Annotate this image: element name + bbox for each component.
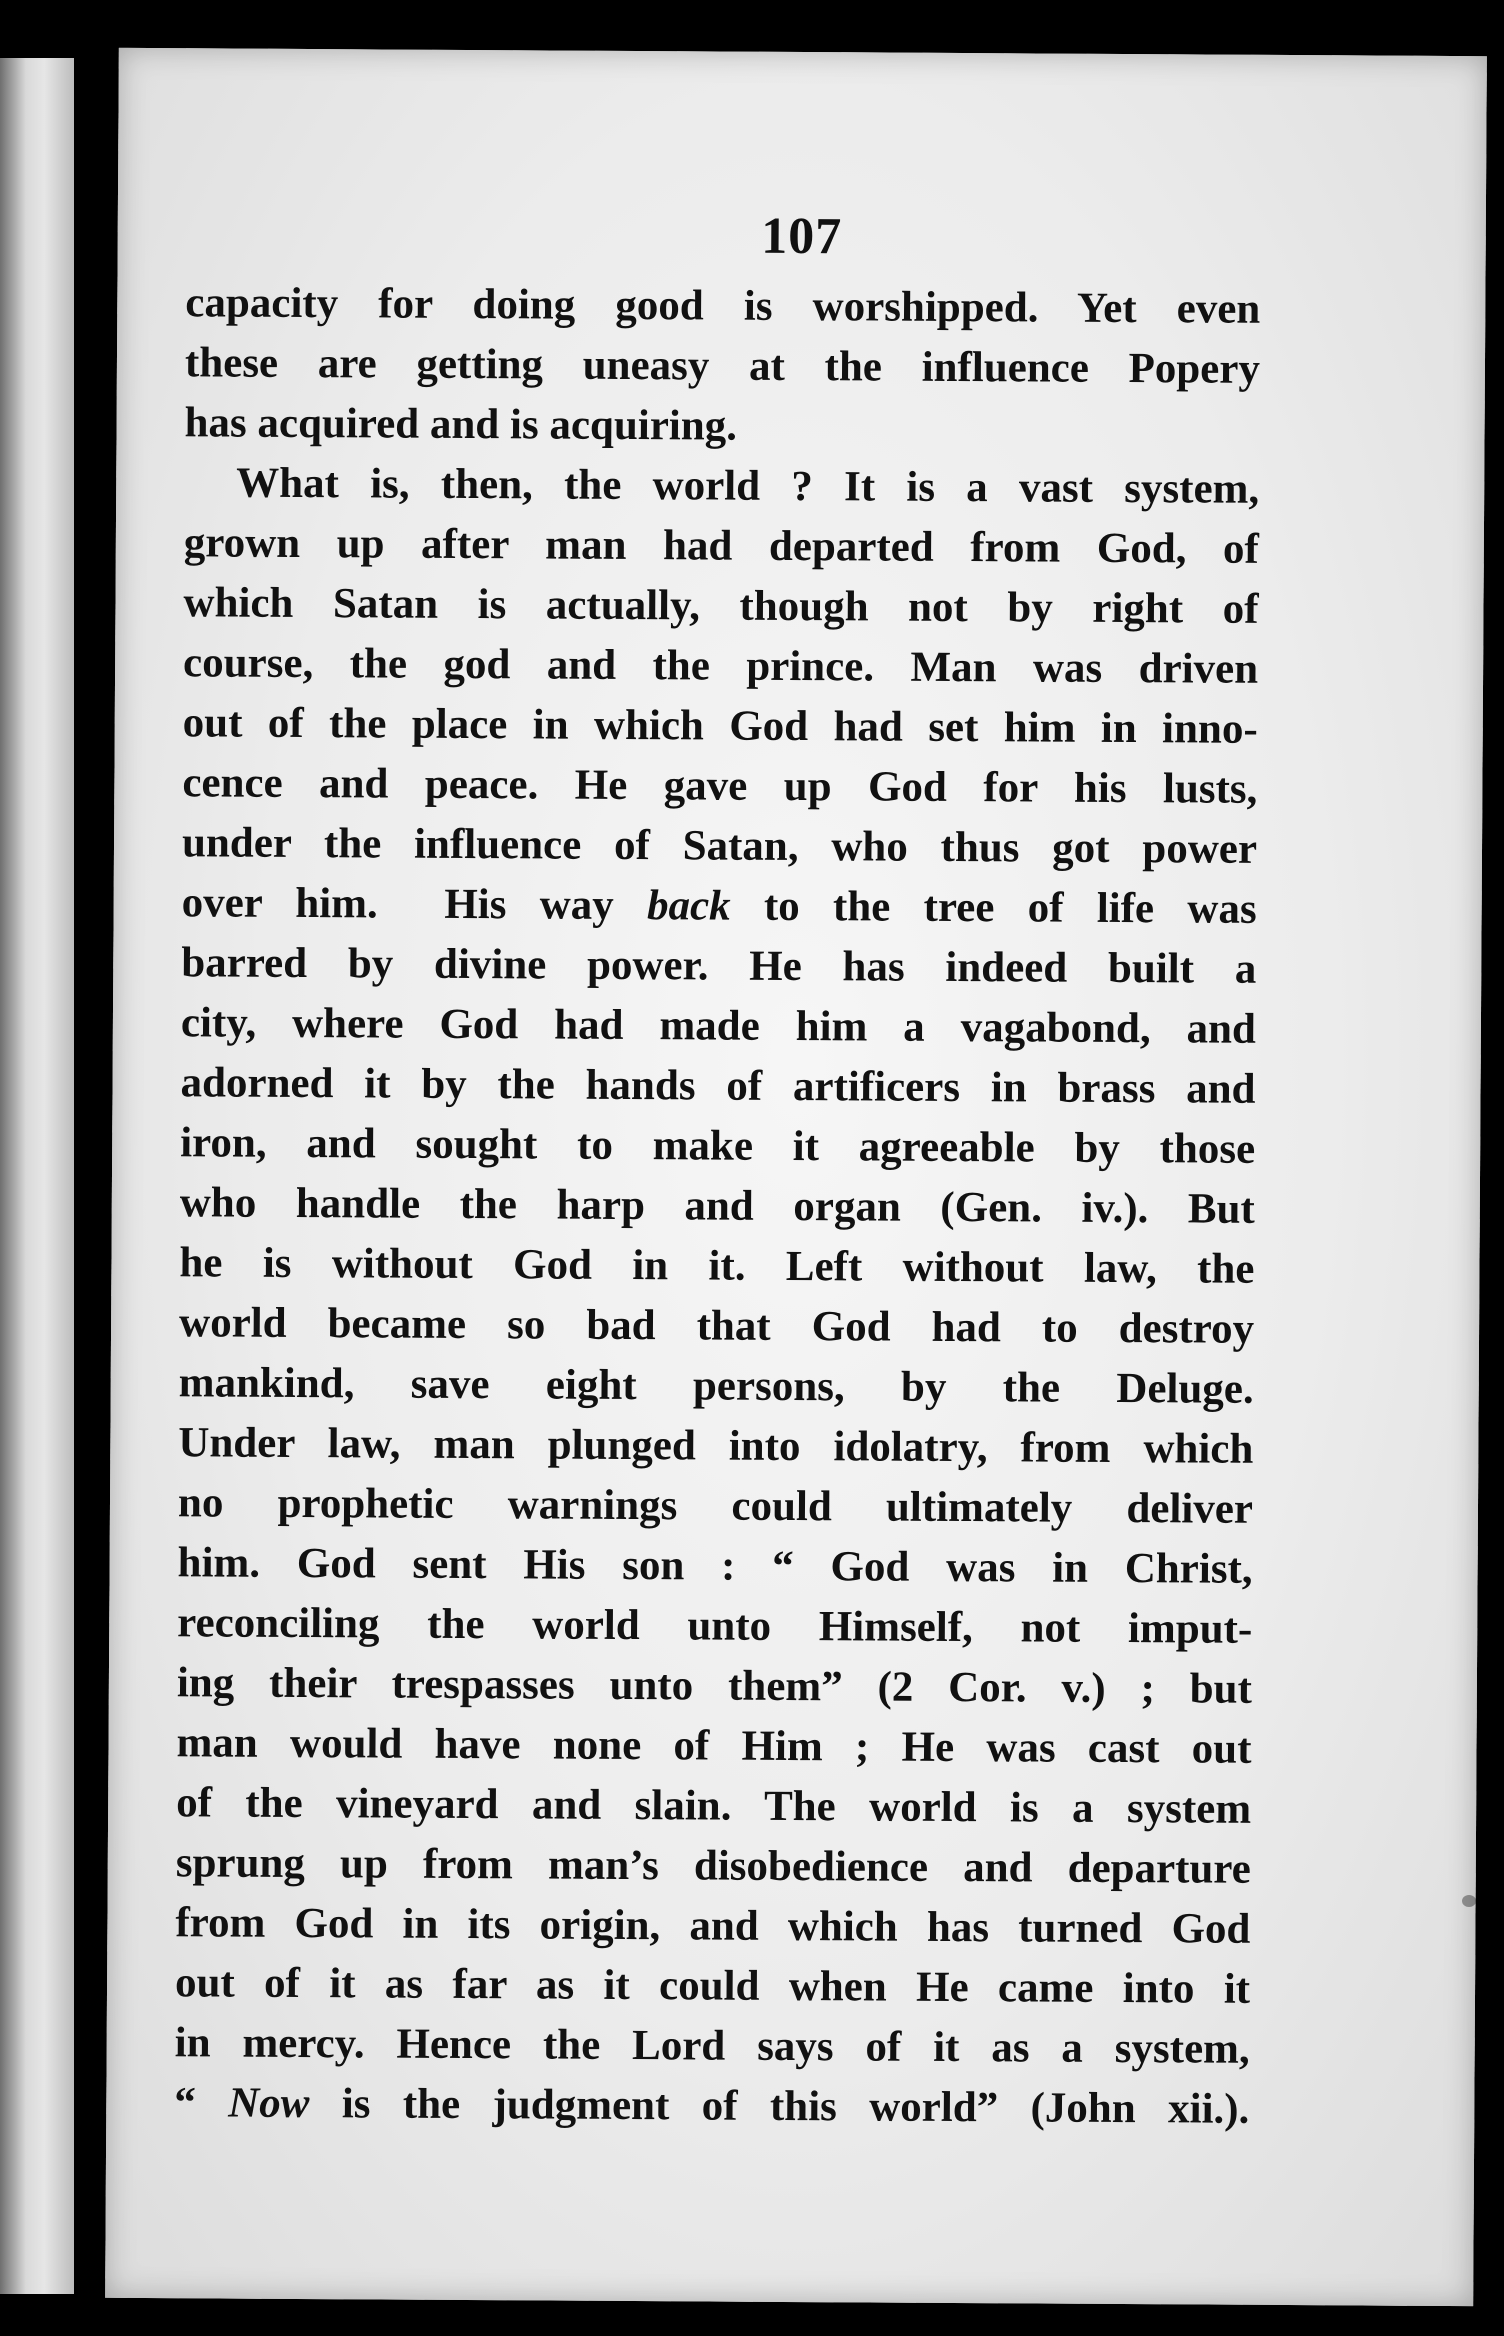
body-text <box>174 273 1260 2140</box>
text-line: reconciling the world unto Himself, not imput- <box>177 1599 1253 1653</box>
page-number: 107 <box>761 207 843 266</box>
text-line: from God in its origin, and which has turned God <box>175 1899 1251 1953</box>
text-line: which Satan is actually, though not by right of <box>183 579 1259 633</box>
text-line: city, where God had made him a vagabond, and <box>180 999 1257 1053</box>
scan-speck <box>1462 1895 1476 1907</box>
text-line: under the influence of Satan, who thus got power <box>181 819 1258 873</box>
text-line: who handle the harp and organ (Gen. iv.). But <box>179 1179 1255 1233</box>
text-line: Under law, man plunged into idolatry, from which <box>178 1419 1254 1473</box>
text-line: of the vineyard and slain. The world is a system <box>176 1779 1252 1833</box>
text-line: cence and peace. He gave up God for his lusts, <box>182 759 1258 813</box>
text-line: What is, then, the world ? It is a vast system, <box>236 459 1260 513</box>
text-line: him. God sent His son : “ God was in Christ, <box>177 1539 1253 1593</box>
text-line: adorned it by the hands of artificers in brass and <box>180 1059 1256 1113</box>
text-line: no prophetic warnings could ultimately deliver <box>177 1479 1254 1533</box>
text-line: grown up after man had departed from God, of <box>183 519 1259 573</box>
italic-word: Now <box>228 2079 310 2128</box>
text-segment: “ <box>174 2079 229 2127</box>
text-line: ing their trespasses unto them” (2 Cor. v.) ; but <box>176 1659 1253 1713</box>
text-line: world became so bad that God had to destroy <box>178 1299 1255 1353</box>
text-line: mankind, save eight persons, by the Deluge. <box>178 1359 1254 1413</box>
text-line: sprung up from man’s disobedience and departure <box>175 1839 1251 1893</box>
text-segment: over him. His way <box>181 879 648 930</box>
text-line: course, the god and the prince. Man was driven <box>182 639 1259 693</box>
text-line: out of the place in which God had set him in inno- <box>182 699 1258 753</box>
scan-speck <box>1300 10 1308 18</box>
text-segment: is the judgment of this world” (John xii.). <box>309 2080 1250 2133</box>
text-line: man would have none of Him ; He was cast out <box>176 1719 1252 1773</box>
italic-word: back <box>646 882 731 930</box>
text-line: in mercy. Hence the Lord says of it as a system, <box>174 2019 1250 2073</box>
text-line: barred by divine power. He has indeed built a <box>181 939 1257 993</box>
text-line: he is without God in it. Left without law, the <box>179 1239 1255 1293</box>
text-line <box>174 2073 1249 2140</box>
text-line: has acquired and is acquiring. <box>184 399 738 450</box>
adjacent-page-edge <box>0 58 74 2294</box>
text-line <box>181 873 1256 940</box>
text-line: iron, and sought to make it agreeable by those <box>180 1119 1256 1173</box>
text-line: these are getting uneasy at the influence Popery <box>184 339 1261 393</box>
book-page <box>105 48 1487 2306</box>
text-segment: to the tree of life was <box>730 882 1257 933</box>
text-line: capacity for doing good is worshipped. Yet even <box>185 279 1261 333</box>
text-line: out of it as far as it could when He came into it <box>174 1959 1251 2013</box>
